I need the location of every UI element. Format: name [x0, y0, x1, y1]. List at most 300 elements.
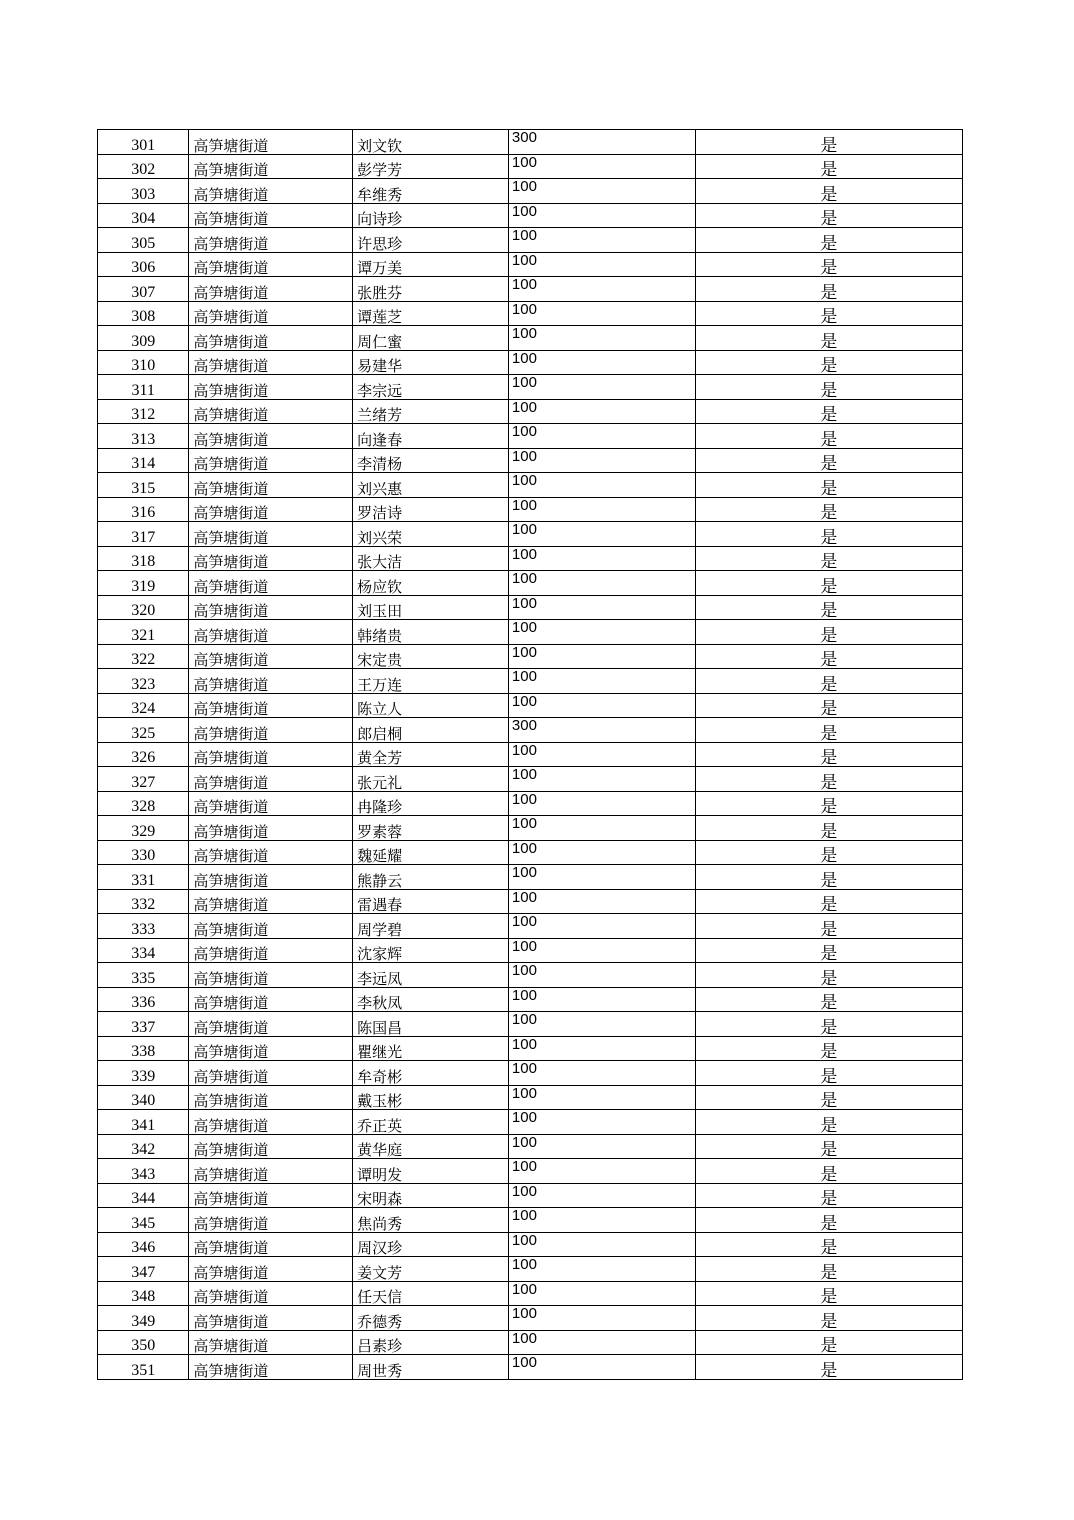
amount-cell: 100	[508, 987, 695, 1012]
street-cell: 高笋塘街道	[189, 620, 353, 645]
amount-cell: 100	[508, 1330, 695, 1355]
row-number-cell: 312	[98, 399, 189, 424]
person-name-cell: 姜文芳	[353, 1257, 509, 1282]
row-number-cell: 346	[98, 1232, 189, 1257]
amount-cell: 100	[508, 644, 695, 669]
table-body	[98, 130, 963, 1380]
row-number-cell: 339	[98, 1061, 189, 1086]
street-cell: 高笋塘街道	[189, 1012, 353, 1037]
status-cell: 是	[695, 1232, 962, 1257]
street-cell: 高笋塘街道	[189, 228, 353, 253]
amount-cell: 100	[508, 963, 695, 988]
amount-cell: 100	[508, 326, 695, 351]
status-cell: 是	[695, 791, 962, 816]
table-row	[98, 791, 963, 816]
row-number-cell: 343	[98, 1159, 189, 1184]
amount-cell: 300	[508, 718, 695, 743]
amount-cell: 100	[508, 865, 695, 890]
table-row	[98, 277, 963, 302]
table-row	[98, 840, 963, 865]
amount-cell: 100	[508, 1306, 695, 1331]
table-row	[98, 816, 963, 841]
status-cell: 是	[695, 1036, 962, 1061]
street-cell: 高笋塘街道	[189, 1306, 353, 1331]
table-row	[98, 1330, 963, 1355]
person-name-cell: 李清杨	[353, 448, 509, 473]
table-row	[98, 1257, 963, 1282]
person-name-cell: 焦尚秀	[353, 1208, 509, 1233]
person-name-cell: 戴玉彬	[353, 1085, 509, 1110]
person-name-cell: 牟维秀	[353, 179, 509, 204]
person-name-cell: 瞿继光	[353, 1036, 509, 1061]
status-cell: 是	[695, 571, 962, 596]
person-name-cell: 刘兴荣	[353, 522, 509, 547]
table-row	[98, 1012, 963, 1037]
row-number-cell: 336	[98, 987, 189, 1012]
status-cell: 是	[695, 963, 962, 988]
row-number-cell: 322	[98, 644, 189, 669]
row-number-cell: 338	[98, 1036, 189, 1061]
amount-cell: 100	[508, 154, 695, 179]
table-row	[98, 644, 963, 669]
status-cell: 是	[695, 620, 962, 645]
row-number-cell: 329	[98, 816, 189, 841]
street-cell: 高笋塘街道	[189, 522, 353, 547]
amount-cell: 100	[508, 938, 695, 963]
status-cell: 是	[695, 840, 962, 865]
person-name-cell: 张元礼	[353, 767, 509, 792]
amount-cell: 100	[508, 1012, 695, 1037]
status-cell: 是	[695, 203, 962, 228]
amount-cell: 100	[508, 301, 695, 326]
person-name-cell: 李远凤	[353, 963, 509, 988]
amount-cell: 100	[508, 816, 695, 841]
amount-cell: 100	[508, 840, 695, 865]
person-name-cell: 杨应钦	[353, 571, 509, 596]
person-name-cell: 乔德秀	[353, 1306, 509, 1331]
status-cell: 是	[695, 1012, 962, 1037]
status-cell: 是	[695, 1306, 962, 1331]
status-cell: 是	[695, 350, 962, 375]
table-row	[98, 571, 963, 596]
person-name-cell: 黄华庭	[353, 1134, 509, 1159]
street-cell: 高笋塘街道	[189, 1134, 353, 1159]
table-row	[98, 742, 963, 767]
person-name-cell: 周汉珍	[353, 1232, 509, 1257]
table-row	[98, 154, 963, 179]
amount-cell: 100	[508, 742, 695, 767]
amount-cell: 100	[508, 350, 695, 375]
street-cell: 高笋塘街道	[189, 791, 353, 816]
person-name-cell: 周世秀	[353, 1355, 509, 1380]
street-cell: 高笋塘街道	[189, 1183, 353, 1208]
street-cell: 高笋塘街道	[189, 252, 353, 277]
street-cell: 高笋塘街道	[189, 179, 353, 204]
person-name-cell: 兰绪芳	[353, 399, 509, 424]
row-number-cell: 318	[98, 546, 189, 571]
person-name-cell: 张大洁	[353, 546, 509, 571]
street-cell: 高笋塘街道	[189, 497, 353, 522]
street-cell: 高笋塘街道	[189, 350, 353, 375]
row-number-cell: 316	[98, 497, 189, 522]
amount-cell: 100	[508, 497, 695, 522]
table-row	[98, 497, 963, 522]
amount-cell: 100	[508, 620, 695, 645]
status-cell: 是	[695, 424, 962, 449]
amount-cell: 100	[508, 1110, 695, 1135]
street-cell: 高笋塘街道	[189, 154, 353, 179]
street-cell: 高笋塘街道	[189, 301, 353, 326]
street-cell: 高笋塘街道	[189, 595, 353, 620]
street-cell: 高笋塘街道	[189, 399, 353, 424]
table-row	[98, 1183, 963, 1208]
status-cell: 是	[695, 301, 962, 326]
table-row	[98, 448, 963, 473]
amount-cell: 100	[508, 473, 695, 498]
table-row	[98, 595, 963, 620]
person-name-cell: 冉隆珍	[353, 791, 509, 816]
table-row	[98, 350, 963, 375]
amount-cell: 100	[508, 1355, 695, 1380]
amount-cell: 100	[508, 669, 695, 694]
street-cell: 高笋塘街道	[189, 644, 353, 669]
amount-cell: 100	[508, 522, 695, 547]
table-row	[98, 1036, 963, 1061]
person-name-cell: 罗洁诗	[353, 497, 509, 522]
row-number-cell: 319	[98, 571, 189, 596]
row-number-cell: 313	[98, 424, 189, 449]
street-cell: 高笋塘街道	[189, 424, 353, 449]
amount-cell: 100	[508, 1036, 695, 1061]
street-cell: 高笋塘街道	[189, 203, 353, 228]
row-number-cell: 328	[98, 791, 189, 816]
person-name-cell: 刘兴惠	[353, 473, 509, 498]
street-cell: 高笋塘街道	[189, 546, 353, 571]
street-cell: 高笋塘街道	[189, 987, 353, 1012]
person-name-cell: 韩绪贵	[353, 620, 509, 645]
person-name-cell: 罗素蓉	[353, 816, 509, 841]
table-row	[98, 1134, 963, 1159]
amount-cell: 100	[508, 791, 695, 816]
table-row	[98, 301, 963, 326]
row-number-cell: 305	[98, 228, 189, 253]
row-number-cell: 309	[98, 326, 189, 351]
table-row	[98, 767, 963, 792]
amount-cell: 100	[508, 228, 695, 253]
row-number-cell: 306	[98, 252, 189, 277]
status-cell: 是	[695, 546, 962, 571]
amount-cell: 100	[508, 914, 695, 939]
status-cell: 是	[695, 1257, 962, 1282]
status-cell: 是	[695, 816, 962, 841]
row-number-cell: 308	[98, 301, 189, 326]
row-number-cell: 301	[98, 130, 189, 155]
row-number-cell: 348	[98, 1281, 189, 1306]
table-row	[98, 938, 963, 963]
table-row	[98, 473, 963, 498]
person-name-cell: 王万连	[353, 669, 509, 694]
status-cell: 是	[695, 865, 962, 890]
row-number-cell: 350	[98, 1330, 189, 1355]
street-cell: 高笋塘街道	[189, 571, 353, 596]
status-cell: 是	[695, 277, 962, 302]
row-number-cell: 302	[98, 154, 189, 179]
table-row	[98, 889, 963, 914]
row-number-cell: 326	[98, 742, 189, 767]
street-cell: 高笋塘街道	[189, 914, 353, 939]
row-number-cell: 323	[98, 669, 189, 694]
amount-cell: 100	[508, 571, 695, 596]
table-row	[98, 1159, 963, 1184]
status-cell: 是	[695, 473, 962, 498]
amount-cell: 100	[508, 1134, 695, 1159]
amount-cell: 100	[508, 375, 695, 400]
table-row	[98, 693, 963, 718]
status-cell: 是	[695, 1183, 962, 1208]
amount-cell: 100	[508, 399, 695, 424]
row-number-cell: 334	[98, 938, 189, 963]
table-row	[98, 1061, 963, 1086]
row-number-cell: 347	[98, 1257, 189, 1282]
table-row	[98, 987, 963, 1012]
table-row	[98, 1281, 963, 1306]
table-row	[98, 963, 963, 988]
person-name-cell: 宋定贵	[353, 644, 509, 669]
row-number-cell: 332	[98, 889, 189, 914]
amount-cell: 100	[508, 693, 695, 718]
person-name-cell: 谭莲芝	[353, 301, 509, 326]
status-cell: 是	[695, 644, 962, 669]
amount-cell: 100	[508, 1085, 695, 1110]
table-row	[98, 252, 963, 277]
person-name-cell: 向逢春	[353, 424, 509, 449]
amount-cell: 100	[508, 1061, 695, 1086]
street-cell: 高笋塘街道	[189, 375, 353, 400]
street-cell: 高笋塘街道	[189, 693, 353, 718]
person-name-cell: 雷遇春	[353, 889, 509, 914]
row-number-cell: 342	[98, 1134, 189, 1159]
table-row	[98, 399, 963, 424]
street-cell: 高笋塘街道	[189, 1036, 353, 1061]
street-cell: 高笋塘街道	[189, 1159, 353, 1184]
person-name-cell: 李宗远	[353, 375, 509, 400]
table-row	[98, 914, 963, 939]
person-name-cell: 吕素珍	[353, 1330, 509, 1355]
status-cell: 是	[695, 179, 962, 204]
table-row	[98, 1085, 963, 1110]
person-name-cell: 宋明森	[353, 1183, 509, 1208]
table-row	[98, 669, 963, 694]
street-cell: 高笋塘街道	[189, 742, 353, 767]
amount-cell: 100	[508, 1232, 695, 1257]
row-number-cell: 325	[98, 718, 189, 743]
status-cell: 是	[695, 1134, 962, 1159]
table-row	[98, 865, 963, 890]
person-name-cell: 牟奇彬	[353, 1061, 509, 1086]
amount-cell: 100	[508, 1257, 695, 1282]
person-name-cell: 谭明发	[353, 1159, 509, 1184]
amount-cell: 100	[508, 1208, 695, 1233]
street-cell: 高笋塘街道	[189, 1085, 353, 1110]
row-number-cell: 330	[98, 840, 189, 865]
row-number-cell: 324	[98, 693, 189, 718]
amount-cell: 100	[508, 424, 695, 449]
status-cell: 是	[695, 889, 962, 914]
table-row	[98, 228, 963, 253]
person-name-cell: 许思珍	[353, 228, 509, 253]
status-cell: 是	[695, 1085, 962, 1110]
street-cell: 高笋塘街道	[189, 130, 353, 155]
status-cell: 是	[695, 1330, 962, 1355]
amount-cell: 100	[508, 277, 695, 302]
person-name-cell: 彭学芳	[353, 154, 509, 179]
table-row	[98, 130, 963, 155]
street-cell: 高笋塘街道	[189, 1110, 353, 1135]
status-cell: 是	[695, 522, 962, 547]
street-cell: 高笋塘街道	[189, 718, 353, 743]
table-row	[98, 179, 963, 204]
table-row	[98, 326, 963, 351]
status-cell: 是	[695, 742, 962, 767]
row-number-cell: 349	[98, 1306, 189, 1331]
amount-cell: 100	[508, 252, 695, 277]
person-name-cell: 乔正英	[353, 1110, 509, 1135]
amount-cell: 100	[508, 1159, 695, 1184]
status-cell: 是	[695, 718, 962, 743]
status-cell: 是	[695, 154, 962, 179]
row-number-cell: 310	[98, 350, 189, 375]
person-name-cell: 刘玉田	[353, 595, 509, 620]
row-number-cell: 335	[98, 963, 189, 988]
street-cell: 高笋塘街道	[189, 938, 353, 963]
amount-cell: 100	[508, 1183, 695, 1208]
table-row	[98, 375, 963, 400]
person-name-cell: 陈立人	[353, 693, 509, 718]
row-number-cell: 321	[98, 620, 189, 645]
status-cell: 是	[695, 326, 962, 351]
table-row	[98, 1208, 963, 1233]
amount-cell: 100	[508, 889, 695, 914]
amount-cell: 100	[508, 1281, 695, 1306]
street-cell: 高笋塘街道	[189, 669, 353, 694]
person-name-cell: 魏延耀	[353, 840, 509, 865]
street-cell: 高笋塘街道	[189, 1355, 353, 1380]
person-name-cell: 向诗珍	[353, 203, 509, 228]
row-number-cell: 317	[98, 522, 189, 547]
row-number-cell: 340	[98, 1085, 189, 1110]
street-cell: 高笋塘街道	[189, 865, 353, 890]
status-cell: 是	[695, 1281, 962, 1306]
status-cell: 是	[695, 448, 962, 473]
street-cell: 高笋塘街道	[189, 963, 353, 988]
person-name-cell: 熊静云	[353, 865, 509, 890]
street-cell: 高笋塘街道	[189, 1281, 353, 1306]
person-name-cell: 陈国昌	[353, 1012, 509, 1037]
street-cell: 高笋塘街道	[189, 1257, 353, 1282]
person-name-cell: 谭万美	[353, 252, 509, 277]
table-row	[98, 203, 963, 228]
street-cell: 高笋塘街道	[189, 1232, 353, 1257]
status-cell: 是	[695, 375, 962, 400]
status-cell: 是	[695, 914, 962, 939]
person-name-cell: 黄全芳	[353, 742, 509, 767]
table-row	[98, 718, 963, 743]
street-cell: 高笋塘街道	[189, 326, 353, 351]
table-row	[98, 546, 963, 571]
status-cell: 是	[695, 252, 962, 277]
table-row	[98, 620, 963, 645]
person-name-cell: 周仁蜜	[353, 326, 509, 351]
status-cell: 是	[695, 1208, 962, 1233]
amount-cell: 100	[508, 767, 695, 792]
row-number-cell: 311	[98, 375, 189, 400]
row-number-cell: 331	[98, 865, 189, 890]
table-row	[98, 1110, 963, 1135]
street-cell: 高笋塘街道	[189, 889, 353, 914]
status-cell: 是	[695, 938, 962, 963]
person-name-cell: 周学碧	[353, 914, 509, 939]
person-name-cell: 郎启桐	[353, 718, 509, 743]
street-cell: 高笋塘街道	[189, 277, 353, 302]
status-cell: 是	[695, 399, 962, 424]
status-cell: 是	[695, 228, 962, 253]
person-name-cell: 刘文钦	[353, 130, 509, 155]
row-number-cell: 320	[98, 595, 189, 620]
status-cell: 是	[695, 767, 962, 792]
street-cell: 高笋塘街道	[189, 1061, 353, 1086]
row-number-cell: 333	[98, 914, 189, 939]
street-cell: 高笋塘街道	[189, 767, 353, 792]
row-number-cell: 314	[98, 448, 189, 473]
row-number-cell: 303	[98, 179, 189, 204]
row-number-cell: 345	[98, 1208, 189, 1233]
person-name-cell: 沈家辉	[353, 938, 509, 963]
table-row	[98, 522, 963, 547]
status-cell: 是	[695, 1110, 962, 1135]
amount-cell: 100	[508, 546, 695, 571]
amount-cell: 100	[508, 203, 695, 228]
row-number-cell: 307	[98, 277, 189, 302]
street-cell: 高笋塘街道	[189, 840, 353, 865]
row-number-cell: 351	[98, 1355, 189, 1380]
amount-cell: 300	[508, 130, 695, 155]
data-table	[97, 129, 963, 1380]
table-row	[98, 1355, 963, 1380]
amount-cell: 100	[508, 179, 695, 204]
row-number-cell: 344	[98, 1183, 189, 1208]
status-cell: 是	[695, 693, 962, 718]
person-name-cell: 任天信	[353, 1281, 509, 1306]
amount-cell: 100	[508, 595, 695, 620]
status-cell: 是	[695, 497, 962, 522]
amount-cell: 100	[508, 448, 695, 473]
status-cell: 是	[695, 1061, 962, 1086]
table-row	[98, 1232, 963, 1257]
row-number-cell: 337	[98, 1012, 189, 1037]
street-cell: 高笋塘街道	[189, 816, 353, 841]
street-cell: 高笋塘街道	[189, 1330, 353, 1355]
status-cell: 是	[695, 669, 962, 694]
person-name-cell: 李秋凤	[353, 987, 509, 1012]
row-number-cell: 315	[98, 473, 189, 498]
street-cell: 高笋塘街道	[189, 448, 353, 473]
row-number-cell: 304	[98, 203, 189, 228]
status-cell: 是	[695, 987, 962, 1012]
table-row	[98, 424, 963, 449]
status-cell: 是	[695, 130, 962, 155]
street-cell: 高笋塘街道	[189, 1208, 353, 1233]
status-cell: 是	[695, 595, 962, 620]
